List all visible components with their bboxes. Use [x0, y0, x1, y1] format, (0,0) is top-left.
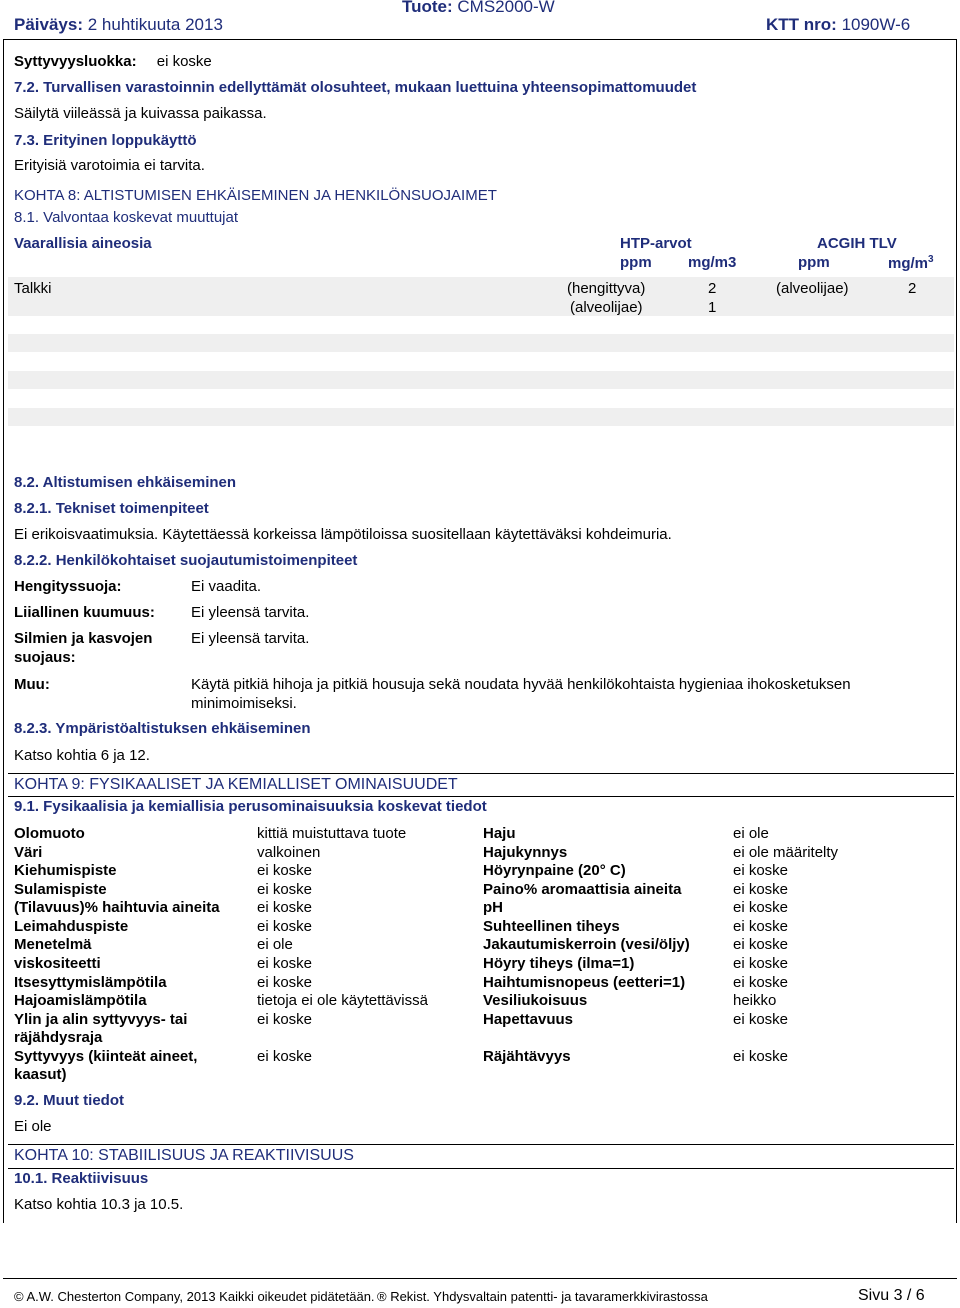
- header-date: [14, 15, 223, 35]
- header-date-label: Päiväys:: [14, 15, 83, 34]
- table-unit-ppm-2: ppm: [798, 254, 830, 271]
- property-right-value: ei koske: [733, 1011, 789, 1028]
- property-right-value: ei koske: [733, 936, 789, 953]
- table-row-htp-ppm-1: (hengittyva): [567, 280, 646, 297]
- flammability: [14, 53, 212, 70]
- ppe-heat-value: Ei yleensä tarvita.: [191, 604, 310, 621]
- footer-trademark: ® Rekist. Yhdysvaltain patentti- ja tavaramerkkivirastossa: [377, 1289, 708, 1304]
- table-empty-band-2: [8, 371, 954, 389]
- section-10-1-title: 10.1. Reaktiivisuus: [14, 1170, 149, 1187]
- ppe-eye-value: Ei yleensä tarvita.: [191, 630, 310, 647]
- header-date-value: 2 huhtikuuta 2013: [87, 15, 223, 34]
- property-right-value: ei koske: [733, 974, 789, 991]
- footer-copyright: © A.W. Chesterton Company, 2013 Kaikki oikeudet pidätetään.: [14, 1289, 375, 1304]
- table-col-acgih: ACGIH TLV: [817, 235, 897, 252]
- flammability-value: ei koske: [156, 53, 212, 70]
- table-row-htp-ppm-2: (alveolijae): [570, 299, 643, 316]
- section-8-2-2-title: 8.2.2. Henkilökohtaiset suojautumistoimenpiteet: [14, 552, 358, 569]
- ppe-respiratory-label: Hengityssuoja:: [14, 578, 122, 595]
- table-unit-mgm3-1: mg/m3: [688, 254, 737, 271]
- table-row-htp-mg-2: 1: [708, 299, 717, 316]
- footer-page: Sivu 3 / 6: [858, 1287, 925, 1304]
- property-right-label: Haju: [483, 825, 516, 842]
- table-unit-mgm3-2-text: mg/m: [888, 255, 929, 272]
- ppe-respiratory-value: Ei vaadita.: [191, 578, 262, 595]
- section-9-rule-bottom: [8, 796, 954, 797]
- section-8-2-1-text: Ei erikoisvaatimuksia. Käytettäessä korkeissa lämpötiloissa suositellaan käytettäväksi kohdeimuria.: [14, 526, 672, 543]
- property-right-label: Suhteellinen tiheys: [483, 918, 620, 935]
- table-unit-sup: 3: [928, 254, 934, 265]
- property-right-value: heikko: [733, 992, 777, 1009]
- table-empty-band-1: [8, 334, 954, 352]
- table-row-htp-mg-1: 2: [708, 280, 717, 297]
- property-right-value: ei koske: [733, 899, 789, 916]
- property-left-label: Menetelmä: [14, 936, 92, 953]
- property-right-label: Höyrynpaine (20° C): [483, 862, 626, 879]
- section-9-2-text: Ei ole: [14, 1118, 52, 1135]
- property-left-value: valkoinen: [257, 844, 321, 861]
- section-8-2-3-title: 8.2.3. Ympäristöaltistuksen ehkäiseminen: [14, 720, 311, 737]
- header-rule: [3, 39, 957, 40]
- property-right-value: ei koske: [733, 955, 789, 972]
- property-left-value: ei koske: [257, 862, 313, 879]
- table-row-name: Talkki: [14, 280, 52, 297]
- section-9-1-title: 9.1. Fysikaalisia ja kemiallisia perusominaisuuksia koskevat tiedot: [14, 798, 487, 815]
- property-left-value: ei koske: [257, 918, 313, 935]
- property-right-label: Haihtumisnopeus (eetteri=1): [483, 974, 686, 991]
- property-right-label: Höyry tiheys (ilma=1): [483, 955, 635, 972]
- property-left-label-cont: kaasut): [14, 1066, 67, 1083]
- property-right-label: Vesiliukoisuus: [483, 992, 588, 1009]
- property-left-label-cont: räjähdysraja: [14, 1029, 103, 1046]
- section-10-1-text: Katso kohtia 10.3 ja 10.5.: [14, 1196, 184, 1213]
- table-unit-mgm3-2: [888, 254, 934, 272]
- section-9-rule-top: [8, 773, 954, 774]
- property-left-value: ei koske: [257, 974, 313, 991]
- property-right-label: Jakautumiskerroin (vesi/öljy): [483, 936, 690, 953]
- section-7-2-title: 7.2. Turvallisen varastoinnin edellyttämät olosuhteet, mukaan luettuina yhteensopimattomuudet: [14, 79, 697, 96]
- section-10-rule-bottom: [8, 1168, 954, 1169]
- header-product-value: CMS2000-W: [457, 0, 555, 16]
- property-left-label: Sulamispiste: [14, 881, 107, 898]
- property-right-value: ei koske: [733, 881, 789, 898]
- ppe-eye-label-2: suojaus:: [14, 649, 76, 666]
- property-left-value: ei ole: [257, 936, 293, 953]
- section-10-rule-top: [8, 1144, 954, 1145]
- table-empty-band-3: [8, 408, 954, 426]
- ppe-other-label: Muu:: [14, 676, 50, 693]
- property-left-label: Ylin ja alin syttyvyys- tai: [14, 1011, 188, 1028]
- property-left-value: kittiä muistuttava tuote: [257, 825, 407, 842]
- section-7-2-text: Säilytä viileässä ja kuivassa paikassa.: [14, 105, 267, 122]
- property-right-value: ei ole määritelty: [733, 844, 839, 861]
- property-right-value: ei koske: [733, 862, 789, 879]
- frame-left: [3, 39, 4, 1223]
- property-left-label: (Tilavuus)% haihtuvia aineita: [14, 899, 220, 916]
- header-product: [402, 0, 555, 17]
- property-left-label: Väri: [14, 844, 43, 861]
- property-left-label: Itsesyttymislämpötila: [14, 974, 167, 991]
- table-unit-ppm-1: ppm: [620, 254, 652, 271]
- property-right-label: pH: [483, 899, 503, 916]
- section-8-1-title: 8.1. Valvontaa koskevat muuttujat: [14, 209, 239, 226]
- section-8-2-title: 8.2. Altistumisen ehkäiseminen: [14, 474, 237, 491]
- ppe-other-value: Käytä pitkiä hihoja ja pitkiä housuja sekä noudata hyvää henkilökohtaista hygieniaa ihokosketuksen: [191, 676, 851, 693]
- ppe-other-value-2: minimoimiseksi.: [191, 695, 297, 712]
- property-left-label: Olomuoto: [14, 825, 85, 842]
- section-9-title: KOHTA 9: FYSIKAALISET JA KEMIALLISET OMINAISUUDET: [14, 776, 458, 793]
- footer-rule: [3, 1278, 957, 1279]
- section-8-2-3-text: Katso kohtia 6 ja 12.: [14, 747, 150, 764]
- property-right-value: ei koske: [733, 918, 789, 935]
- header-ktt-label: KTT nro:: [766, 15, 837, 34]
- header-ktt-value: 1090W-6: [841, 15, 911, 34]
- property-right-label: Hapettavuus: [483, 1011, 574, 1028]
- flammability-label: Syttyvyysluokka:: [14, 53, 137, 70]
- table-row-acgih-ppm: (alveolijae): [776, 280, 849, 297]
- section-8-2-1-title: 8.2.1. Tekniset toimenpiteet: [14, 500, 209, 517]
- property-right-value: ei koske: [733, 1048, 789, 1065]
- property-left-label: Leimahduspiste: [14, 918, 129, 935]
- property-left-value: ei koske: [257, 881, 313, 898]
- property-left-label: Syttyvyys (kiinteät aineet,: [14, 1048, 198, 1065]
- frame-right: [956, 39, 957, 1223]
- ppe-heat-label: Liiallinen kuumuus:: [14, 604, 155, 621]
- table-row-acgih-mg: 2: [908, 280, 917, 297]
- property-right-value: ei ole: [733, 825, 769, 842]
- property-left-value: ei koske: [257, 955, 313, 972]
- property-left-label: viskositeetti: [14, 955, 101, 972]
- header-product-label: Tuote:: [402, 0, 453, 16]
- property-right-label: Paino% aromaattisia aineita: [483, 881, 682, 898]
- header-ktt: [766, 15, 910, 35]
- property-left-label: Hajoamislämpötila: [14, 992, 147, 1009]
- section-10-title: KOHTA 10: STABIILISUUS JA REAKTIIVISUUS: [14, 1147, 354, 1164]
- section-9-2-title: 9.2. Muut tiedot: [14, 1092, 124, 1109]
- property-left-value: ei koske: [257, 899, 313, 916]
- property-right-label: Hajukynnys: [483, 844, 568, 861]
- property-left-value: ei koske: [257, 1048, 313, 1065]
- table-col-htp: HTP-arvot: [620, 235, 692, 252]
- property-left-value: tietoja ei ole käytettävissä: [257, 992, 428, 1009]
- property-left-label: Kiehumispiste: [14, 862, 117, 879]
- section-7-3-title: 7.3. Erityinen loppukäyttö: [14, 132, 197, 149]
- section-8-title: KOHTA 8: ALTISTUMISEN EHKÄISEMINEN JA HENKILÖNSUOJAIMET: [14, 187, 497, 204]
- section-7-3-text: Erityisiä varotoimia ei tarvita.: [14, 157, 205, 174]
- property-left-value: ei koske: [257, 1011, 313, 1028]
- property-right-label: Räjähtävyys: [483, 1048, 571, 1065]
- table-col-substance: Vaarallisia aineosia: [14, 235, 152, 252]
- ppe-eye-label: Silmien ja kasvojen: [14, 630, 153, 647]
